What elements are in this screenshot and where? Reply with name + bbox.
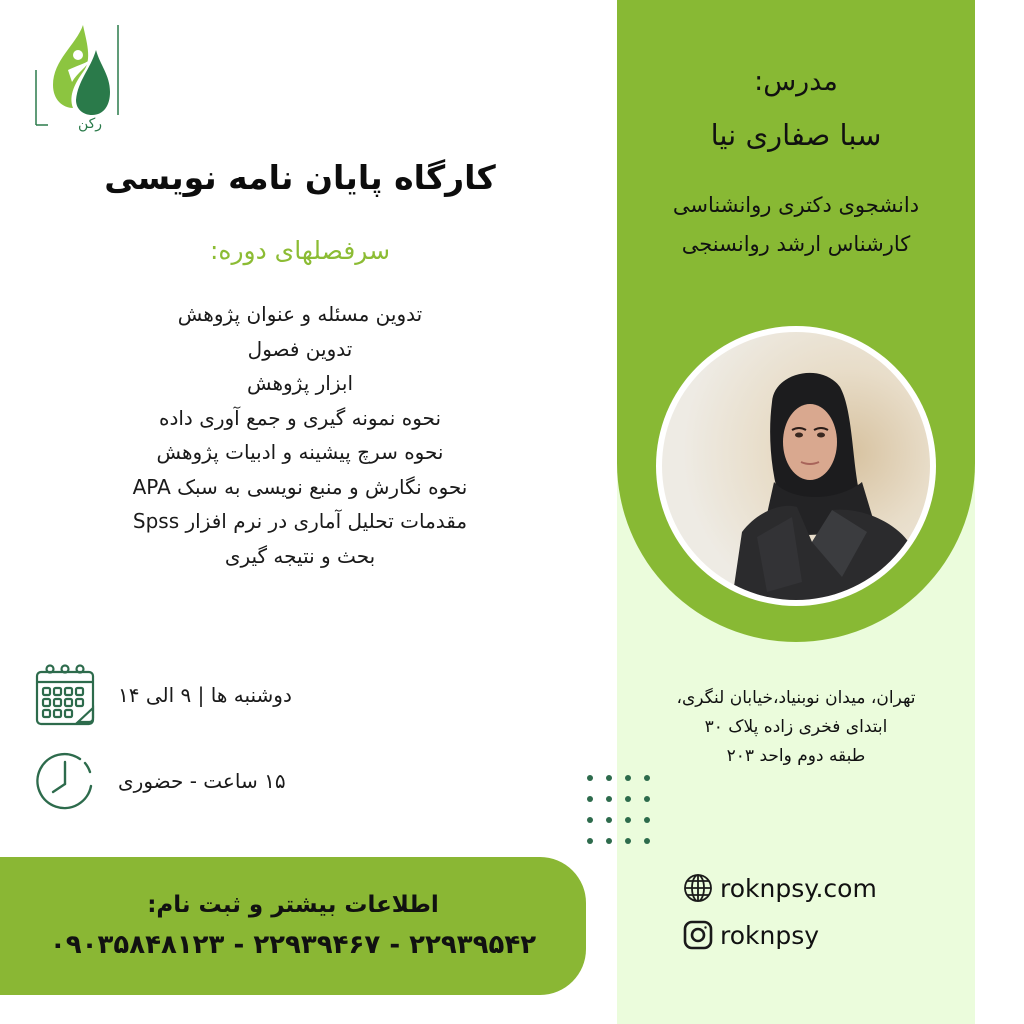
syllabus-item: نحوه سرچ پیشینه و ادبیات پژوهش: [156, 440, 444, 464]
duration-row: [34, 748, 286, 814]
contact-title: اطلاعات بیشتر و ثبت نام:: [147, 892, 439, 918]
address-line: ابتدای فخری زاده پلاک ۳۰: [704, 717, 888, 737]
instructor-credential: دانشجوی دکتری روانشناسی: [672, 193, 920, 217]
instructor-name: سبا صفاری نیا: [710, 118, 882, 152]
portrait-image: [662, 332, 930, 600]
calendar-icon: [34, 662, 96, 728]
schedule-row: [34, 662, 292, 728]
instructor-credential: کارشناس ارشد روانسنجی: [681, 232, 911, 256]
instagram-icon: [682, 919, 714, 951]
duration-text: ۱۵ ساعت - حضوری: [118, 769, 286, 793]
instagram-link[interactable]: [682, 919, 819, 951]
syllabus-item: بحث و نتیجه گیری: [224, 543, 376, 568]
contact-box: [0, 857, 586, 995]
syllabus-item: نحوه نمونه گیری و جمع آوری داده: [158, 405, 442, 430]
address-block: [617, 684, 975, 771]
brand-logo: [28, 20, 128, 135]
syllabus-item: تدوین مسئله و عنوان پژوهش: [177, 302, 423, 326]
website-link[interactable]: [682, 872, 877, 904]
syllabus-list: [40, 297, 560, 573]
syllabus-item: تدوین فصول: [247, 336, 353, 361]
syllabus-item: مقدمات تحلیل آماری در نرم افزار Spss: [132, 509, 468, 533]
logo-droplet-icon: [28, 20, 128, 135]
schedule-text: دوشنبه ها | ۹ الی ۱۴: [118, 683, 292, 707]
clock-icon: [34, 748, 96, 814]
syllabus-heading: سرفصلهای دوره:: [209, 236, 391, 265]
decorative-dot-grid: [580, 767, 656, 851]
website-text[interactable]: roknpsy.com: [720, 873, 877, 903]
instructor-label: مدرس:: [754, 66, 838, 97]
syllabus-item: ابزار پژوهش: [246, 371, 354, 395]
svg-text:رکن: رکن: [77, 116, 103, 132]
address-line: تهران، میدان نوبنیاد،خیابان لنگری،: [676, 688, 916, 708]
instructor-photo: [662, 332, 930, 600]
address-line: طبقه دوم واحد ۲۰۳: [726, 746, 866, 766]
contact-phones[interactable]: ۰۹۰۳۵۸۴۸۱۲۳ - ۲۲۹۳۹۴۶۷ - ۲۲۹۳۹۵۴۲: [49, 930, 537, 960]
instagram-text[interactable]: roknpsy: [720, 920, 820, 950]
globe-icon: [682, 872, 714, 904]
syllabus-item: نحوه نگارش و منبع نویسی به سبک APA: [132, 474, 468, 499]
instructor-photo-frame: [656, 326, 936, 606]
page-title: کارگاه پایان نامه نویسی: [104, 158, 496, 197]
